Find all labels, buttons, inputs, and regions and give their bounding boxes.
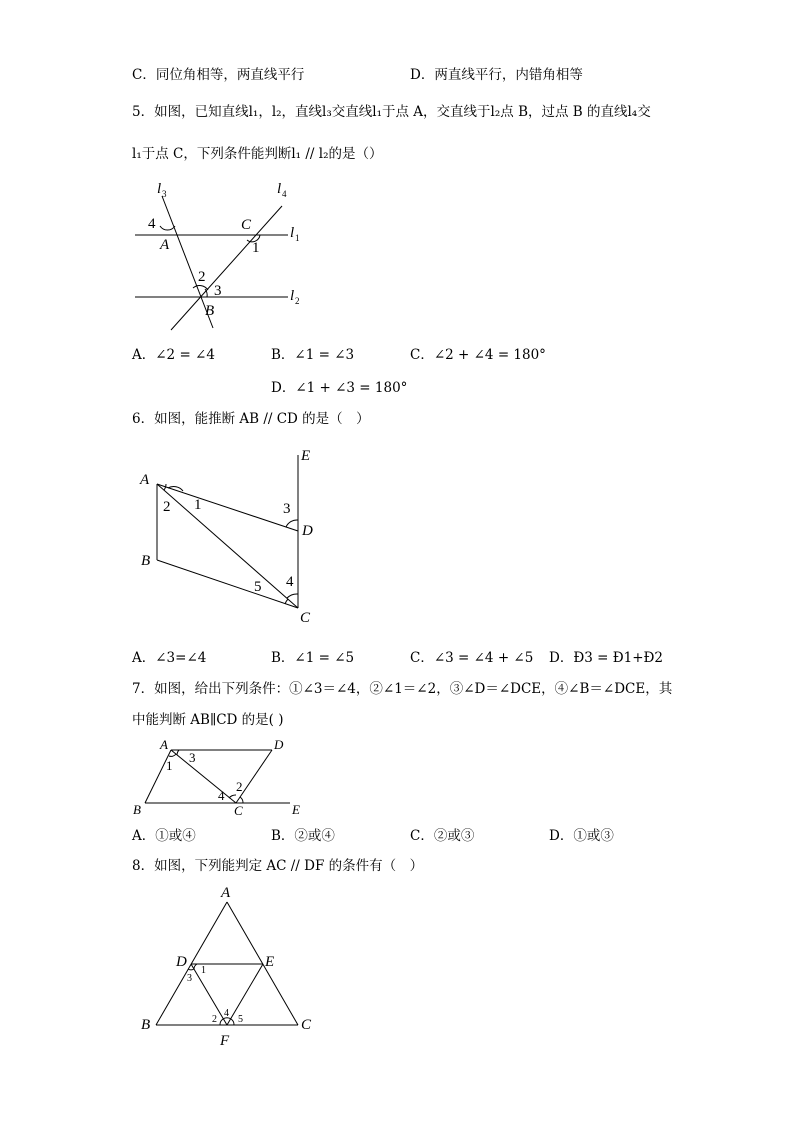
q6-angle4-arc	[287, 594, 298, 598]
q8-angle1-arc	[194, 964, 197, 969]
q4-option-d: D．两直线平行，内错角相等	[410, 67, 583, 83]
q7-angle1-arc	[169, 754, 176, 756]
q5-label-b: B	[205, 303, 215, 319]
q7-label-angle4: 4	[218, 788, 225, 803]
q6-label-angle2: 2	[163, 499, 171, 515]
q6-label-d: D	[302, 523, 313, 539]
q6-label-b: B	[141, 553, 151, 569]
q7-option-a: A．①或④	[132, 828, 196, 844]
q8-angle3-arc	[188, 969, 194, 970]
q7-label-angle2: 2	[236, 779, 243, 794]
q6-label-angle1: 1	[194, 497, 202, 513]
q8-label-angle4: 4	[224, 1008, 229, 1019]
q5-label-angle1: 1	[252, 240, 260, 256]
q6-option-c: C．∠3 = ∠4 + ∠5	[410, 650, 534, 666]
q7-angle3-arc	[177, 750, 179, 755]
q7-label-angle1: 1	[166, 758, 173, 773]
q6-label-angle5: 5	[254, 579, 262, 595]
q5-label-l3: l	[157, 181, 162, 197]
q5-label-l3-sub: 3	[162, 189, 167, 199]
q6-stem: 6．如图，能推断 AB // CD 的是（ ）	[132, 411, 370, 427]
q8-label-e: E	[265, 954, 275, 970]
q4-option-c: C．同位角相等，两直线平行	[132, 67, 305, 83]
q8-label-angle5: 5	[238, 1014, 243, 1025]
q5-stem-line1: 5．如图，已知直线l₁，l₂，直线l₃交直线l₁于点 A，交直线于l₂点 B，过点 B 的直线l₄交	[132, 104, 651, 120]
q7-label-d: D	[274, 737, 284, 752]
q7-label-angle3: 3	[189, 750, 196, 765]
q5-stem-line2: l₁于点 C，下列条件能判断l₁ // l₂的是（）	[132, 146, 383, 162]
q6-option-b: B．∠1 = ∠5	[271, 650, 355, 666]
q7-stem-line2: 中能判断 AB∥CD 的是( )	[132, 712, 284, 728]
q5-option-b: B．∠1 = ∠3	[271, 347, 355, 363]
q7-segment-ac	[171, 750, 236, 803]
q6-segment-ac	[157, 484, 298, 608]
q6-option-a: A．∠3=∠4	[132, 650, 207, 666]
q6-label-c: C	[300, 610, 311, 626]
q5-label-l4-sub: 4	[282, 189, 287, 199]
q8-label-angle1: 1	[201, 965, 206, 976]
q8-label-a: A	[221, 885, 231, 901]
q8-segment-df	[191, 964, 227, 1025]
q5-angle4-arc	[160, 226, 175, 230]
q8-label-d: D	[176, 954, 187, 970]
q7-label-b: B	[133, 802, 141, 817]
q5-label-c: C	[241, 217, 252, 233]
q6-option-d: D．Ð3 = Ð1+Ð2	[549, 650, 663, 666]
q8-label-b: B	[141, 1017, 151, 1033]
q6-label-e: E	[301, 448, 311, 464]
q8-segment-ef	[227, 964, 263, 1025]
q5-label-angle4: 4	[148, 216, 156, 232]
q7-option-c: C．②或③	[410, 828, 475, 844]
q5-label-l1-sub: 1	[295, 233, 300, 243]
q8-label-f: F	[220, 1033, 230, 1049]
q6-angle5-arc	[285, 599, 288, 604]
q8-label-angle2: 2	[212, 1014, 217, 1025]
q6-segment-ad	[157, 484, 298, 531]
q6-label-angle3: 3	[283, 501, 291, 517]
q7-label-e: E	[292, 802, 300, 817]
q8-stem: 8．如图，下列能判定 AC // DF 的条件有（ ）	[132, 858, 424, 874]
q5-label-angle3: 3	[214, 283, 222, 299]
q5-label-a: A	[160, 237, 170, 253]
q7-angle4-arc	[229, 795, 236, 798]
q7-label-a: A	[160, 737, 168, 752]
q5-label-l4: l	[277, 181, 282, 197]
q5-option-a: A．∠2 = ∠4	[132, 347, 215, 363]
q5-label-l1: l	[290, 225, 295, 241]
q5-option-c: C．∠2 + ∠4 = 180°	[410, 347, 546, 363]
q7-segment-dc	[236, 750, 272, 803]
q7-option-b: B．②或④	[271, 828, 335, 844]
q8-label-angle3: 3	[187, 973, 192, 984]
q5-label-l2-sub: 2	[295, 296, 300, 306]
q5-label-angle2: 2	[198, 269, 206, 285]
q6-angle3-arc	[286, 520, 298, 527]
q6-label-a: A	[140, 472, 150, 488]
q5-line-l4	[171, 206, 282, 330]
q6-label-angle4: 4	[286, 574, 294, 590]
q5-option-d: D．∠1 + ∠3 = 180°	[271, 380, 408, 396]
q8-label-c: C	[301, 1017, 312, 1033]
q7-stem-line1: 7．如图，给出下列条件：①∠3＝∠4，②∠1＝∠2，③∠D＝∠DCE，④∠B＝∠DCE，其	[132, 681, 673, 697]
q6-figure	[157, 455, 298, 608]
q5-label-l2: l	[290, 288, 295, 304]
q7-label-c: C	[234, 803, 243, 818]
q8-angle5-arc	[231, 1019, 234, 1025]
q8-angle2-arc	[220, 1019, 223, 1025]
q7-option-d: D．①或③	[549, 828, 614, 844]
q6-segment-bc	[157, 560, 298, 608]
